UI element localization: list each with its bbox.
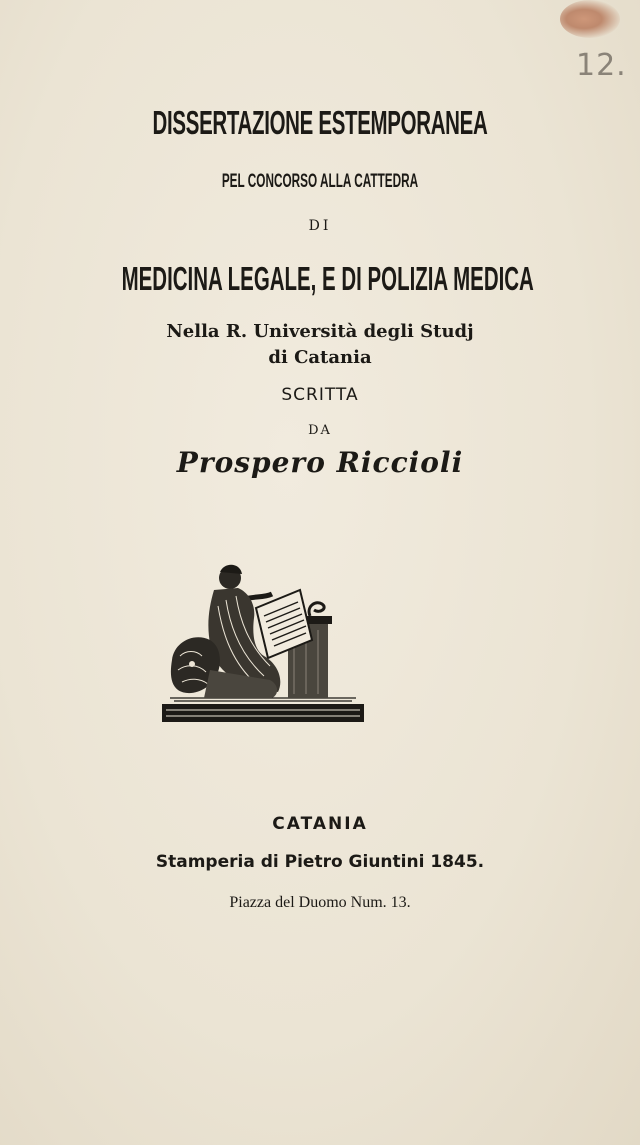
da-line: DA [308, 423, 332, 438]
address-line: Piazza del Duomo Num. 13. [229, 894, 411, 911]
di-line: DI [308, 218, 332, 234]
ink-stain-icon [560, 0, 620, 38]
justice-figure-with-lion-icon [160, 560, 366, 726]
scritta-line: SCRITTA [281, 385, 359, 405]
printer-line: Stamperia di Pietro Giuntini 1845. [155, 852, 485, 872]
main-title: DISSERTAZIONE ESTEMPORANEA [152, 104, 488, 141]
university-line-1: Nella R. Università degli Studj [166, 321, 474, 342]
city-name: CATANIA [272, 814, 368, 834]
subject-title: MEDICINA LEGALE, E DI POLIZIA MEDICA [121, 260, 534, 297]
subtitle: PEL CONCORSO ALLA CATTEDRA [221, 171, 419, 192]
university-line-2: di Catania [268, 347, 372, 368]
author-name: Prospero Riccioli [176, 446, 464, 479]
margin-note: 12. [576, 48, 627, 83]
